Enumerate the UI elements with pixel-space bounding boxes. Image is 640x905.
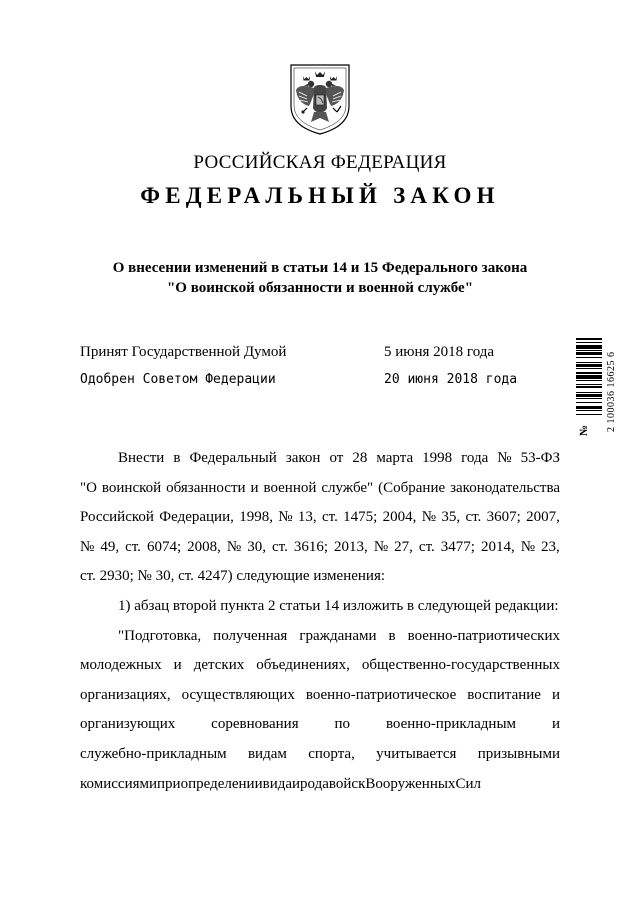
- barcode-bar: [576, 352, 602, 354]
- body-line: [80, 474, 560, 504]
- barcode-serial-number: 2 100036 16625 6: [606, 351, 617, 433]
- body-word: определении: [180, 775, 263, 792]
- body-word: 1475;: [343, 509, 378, 526]
- body-word: организующих: [80, 716, 176, 733]
- body-word: 1) абзац второй пункта 2 статьи 14 изложить в следующей редакции:: [118, 597, 559, 614]
- body-line: [80, 592, 560, 622]
- body-word: видам: [247, 745, 287, 762]
- body-word: 30,: [247, 538, 266, 555]
- body-word: военно-прикладным: [385, 716, 517, 733]
- document-type-heading: ФЕДЕРАЛЬНЫЙ ЗАКОН: [140, 183, 500, 208]
- body-word: 53-ФЗ: [520, 450, 560, 466]
- body-line: [80, 533, 560, 563]
- vertical-barcode: [576, 338, 602, 434]
- coat-of-arms-emblem: [287, 62, 353, 136]
- body-word: службе": [321, 479, 374, 496]
- barcode-bar: [576, 384, 602, 385]
- document-title-line: О внесении изменений в статьи 14 и 15 Федерального закона: [112, 260, 528, 276]
- body-word: ст.: [321, 509, 338, 526]
- body-word: "Подготовка,: [118, 627, 202, 644]
- body-word: ст.: [418, 538, 435, 555]
- barcode-bar: [576, 394, 602, 396]
- body-word: 35,: [441, 509, 461, 526]
- body-word: 6074;: [146, 538, 182, 555]
- registration-mark: №: [578, 424, 590, 436]
- body-word: марта: [376, 450, 414, 466]
- body-word: и: [173, 657, 182, 674]
- body-word: военно-патриотических: [407, 627, 560, 644]
- body-word: 23,: [541, 538, 560, 555]
- body-word: №: [373, 538, 389, 555]
- body-word: полученная: [213, 627, 288, 644]
- body-word: воинской: [101, 479, 162, 496]
- adoption-date: 20 июня 2018 года: [384, 372, 518, 387]
- body-line: [80, 770, 560, 800]
- body-word: ст.: [125, 538, 141, 555]
- body-word: призывными: [477, 745, 560, 762]
- body-word: 3607;: [486, 509, 521, 526]
- body-word: соревнования: [211, 716, 299, 733]
- body-word: общественно-государственных: [361, 657, 560, 674]
- body-word: рода: [300, 775, 329, 792]
- document-title: [0, 258, 640, 298]
- body-word: 1998,: [239, 509, 273, 526]
- body-word: спорта,: [308, 745, 355, 762]
- adoption-body-label: Одобрен Советом Федерации: [80, 372, 276, 387]
- barcode-bar: [576, 380, 602, 381]
- body-word: Федеральный: [189, 450, 277, 466]
- body-word: (Собрание: [378, 479, 446, 496]
- body-word: воспитание: [467, 686, 541, 703]
- body-word: №: [226, 538, 242, 555]
- body-word: учитывается: [376, 745, 457, 762]
- body-word: гражданами: [299, 627, 377, 644]
- barcode-bar: [576, 402, 602, 403]
- body-word: объединениях,: [256, 657, 350, 674]
- barcode-bar: [576, 392, 602, 393]
- body-word: вида: [262, 775, 293, 792]
- body-word: организациях,: [80, 686, 171, 703]
- body-word: года: [461, 450, 489, 466]
- body-word: ст.: [465, 509, 482, 526]
- adoption-body-label: Принят Государственной Думой: [80, 344, 287, 360]
- body-word: №: [80, 538, 95, 555]
- body-word: и: [551, 686, 560, 703]
- body-word: и: [551, 716, 560, 733]
- body-line: [80, 681, 560, 711]
- body-word: Российской: [80, 509, 154, 526]
- body-word: осуществляющих: [181, 686, 295, 703]
- barcode-bar: [576, 368, 602, 369]
- registration-barcode-block: [576, 338, 626, 446]
- body-word: Федерации,: [159, 509, 234, 526]
- body-word: по: [334, 716, 351, 733]
- body-word: 2004,: [382, 509, 417, 526]
- body-word: 3477;: [440, 538, 475, 555]
- barcode-bar: [576, 350, 602, 351]
- body-word: ст. 2930; № 30, ст. 4247) следующие изменения:: [80, 568, 386, 585]
- barcode-bar: [576, 372, 602, 374]
- body-word: при: [157, 775, 181, 792]
- body-word: 2007,: [526, 509, 560, 526]
- barcode-bar: [576, 414, 602, 415]
- body-word: военной: [263, 479, 317, 496]
- body-word: "О: [80, 479, 97, 496]
- body-word: Сил: [455, 775, 481, 792]
- barcode-bar: [576, 398, 602, 399]
- body-word: комиссиями: [80, 775, 158, 792]
- body-word: 2013,: [334, 538, 368, 555]
- body-word: 2008,: [187, 538, 221, 555]
- body-word: обязанности: [166, 479, 246, 496]
- body-word: и: [292, 775, 301, 792]
- body-word: закон: [285, 450, 321, 466]
- body-line: [80, 622, 560, 652]
- body-word: молодежных: [80, 657, 162, 674]
- body-line: [80, 562, 560, 592]
- double-headed-eagle-icon: [287, 62, 353, 136]
- barcode-bar: [576, 386, 602, 388]
- body-word: №: [278, 509, 293, 526]
- body-word: ст.: [272, 538, 288, 555]
- body-word: от: [329, 450, 344, 466]
- barcode-bar: [576, 410, 602, 411]
- body-word: Вооруженных: [365, 775, 456, 792]
- body-word: №: [520, 538, 536, 555]
- body-word: законодательства: [450, 479, 560, 496]
- body-line: [80, 503, 560, 533]
- body-word: детских: [193, 657, 245, 674]
- barcode-bar: [576, 406, 602, 408]
- body-word: служебно-прикладным: [80, 745, 227, 762]
- barcode-bar: [576, 338, 602, 340]
- body-word: №: [421, 509, 437, 526]
- body-word: 49,: [100, 538, 120, 555]
- body-word: 3616;: [293, 538, 329, 555]
- body-word: военно-патриотическое: [305, 686, 457, 703]
- body-word: в: [388, 627, 396, 644]
- body-word: в: [173, 450, 181, 466]
- body-word: 13,: [297, 509, 317, 526]
- body-word: 2014,: [480, 538, 515, 555]
- body-line: [80, 651, 560, 681]
- body-word: 27,: [394, 538, 413, 555]
- body-word: 28: [352, 450, 368, 466]
- body-line: [80, 740, 560, 770]
- body-word: 1998: [422, 450, 453, 466]
- country-heading: РОССИЙСКАЯ ФЕДЕРАЦИЯ: [193, 152, 447, 173]
- barcode-bar: [576, 357, 602, 358]
- barcode-bar: [576, 345, 602, 349]
- body-word: и: [250, 479, 259, 496]
- law-body-text: [80, 444, 560, 799]
- barcode-bar: [576, 342, 602, 343]
- barcode-bar: [576, 375, 602, 379]
- document-title-line: "О воинской обязанности и военной службе": [166, 280, 474, 296]
- body-line: [80, 444, 560, 474]
- body-line: [80, 710, 560, 740]
- barcode-bar: [576, 364, 602, 366]
- body-word: Внести: [118, 450, 165, 466]
- body-word: №: [497, 450, 512, 466]
- adoption-date: 5 июня 2018 года: [384, 344, 495, 360]
- body-word: войск: [328, 775, 366, 792]
- barcode-bar: [576, 362, 602, 363]
